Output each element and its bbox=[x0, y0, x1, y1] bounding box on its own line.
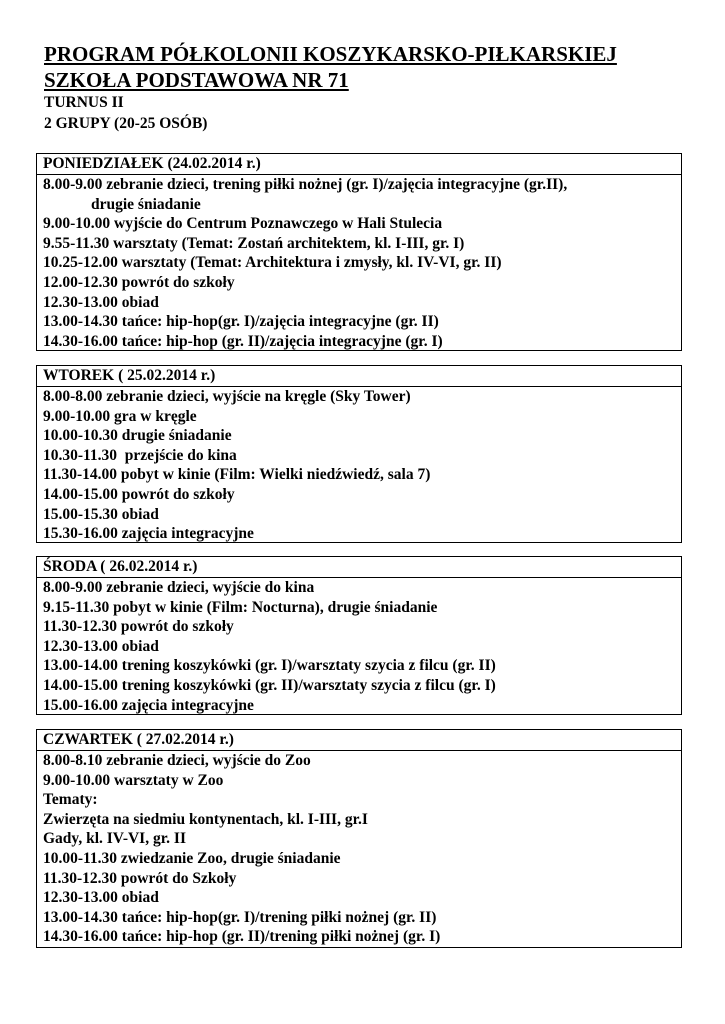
day-entries bbox=[37, 175, 681, 351]
schedule-entry: 9.00-10.00 gra w kręgle bbox=[43, 407, 197, 425]
schedule-entry: 10.00-11.30 zwiedzanie Zoo, drugie śniadanie bbox=[43, 849, 341, 867]
schedule-entry: 12.00-12.30 powrót do szkoły bbox=[43, 273, 235, 291]
schedule-entry: 9.15-11.30 pobyt w kinie (Film: Nocturna), drugie śniadanie bbox=[43, 598, 438, 616]
schedule-entry: 14.00-15.00 trening koszykówki (gr. II)/warsztaty szycia z filcu (gr. I) bbox=[43, 676, 496, 694]
schedule-entry: 14.30-16.00 tańce: hip-hop (gr. II)/zajęcia integracyjne (gr. I) bbox=[43, 332, 443, 350]
schedule-entry: 8.00-9.00 zebranie dzieci, wyjście do kina bbox=[43, 579, 315, 596]
document-title-line2: SZKOŁA PODSTAWOWA NR 71 bbox=[44, 68, 349, 92]
day-entries bbox=[37, 751, 681, 947]
schedule-entry: 12.30-13.00 obiad bbox=[43, 637, 159, 655]
day-heading: ŚRODA ( 26.02.2014 r.) bbox=[37, 557, 681, 578]
schedule-entry: 13.00-14.30 tańce: hip-hop(gr. I)/zajęcia integracyjne (gr. II) bbox=[43, 313, 439, 331]
schedule-entry: 9.00-10.00 warsztaty w Zoo bbox=[43, 771, 224, 789]
schedule-entry: 15.30-16.00 zajęcia integracyjne bbox=[43, 525, 254, 543]
day-schedule-wednesday bbox=[36, 556, 682, 715]
schedule-entry: 11.30-14.00 pobyt w kinie (Film: Wielki niedźwiedź, sala 7) bbox=[43, 466, 431, 484]
schedule-entry: 9.55-11.30 warsztaty (Temat: Zostań architektem, kl. I-III, gr. I) bbox=[43, 234, 465, 252]
day-entries bbox=[37, 387, 681, 544]
subtitle-groups: 2 GRUPY (20-25 OSÓB) bbox=[44, 115, 208, 132]
day-heading: CZWARTEK ( 27.02.2014 r.) bbox=[37, 730, 681, 751]
schedule-entry: 10.25-12.00 warsztaty (Temat: Architektura i zmysły, kl. IV-VI, gr. II) bbox=[43, 254, 502, 272]
subtitle-turnus: TURNUS II bbox=[44, 94, 124, 111]
schedule-entry: 8.00-9.00 zebranie dzieci, trening piłki nożnej (gr. I)/zajęcia integracyjne (gr.II), bbox=[43, 176, 568, 193]
schedule-entry: Gady, kl. IV-VI, gr. II bbox=[43, 830, 186, 848]
day-schedule-tuesday bbox=[36, 365, 682, 543]
day-heading: WTOREK ( 25.02.2014 r.) bbox=[37, 366, 681, 387]
schedule-entry: Tematy: bbox=[43, 791, 98, 809]
schedule-entry: 8.00-8.00 zebranie dzieci, wyjście na kręgle (Sky Tower) bbox=[43, 388, 411, 405]
day-heading: PONIEDZIAŁEK (24.02.2014 r.) bbox=[37, 154, 681, 175]
schedule-entry: Zwierzęta na siedmiu kontynentach, kl. I-III, gr.I bbox=[43, 810, 368, 828]
schedule-entry: 10.00-10.30 drugie śniadanie bbox=[43, 427, 232, 445]
schedule-entry: 15.00-15.30 obiad bbox=[43, 505, 159, 523]
schedule-entry: 12.30-13.00 obiad bbox=[43, 889, 159, 907]
day-schedule-monday bbox=[36, 153, 682, 351]
schedule-entry: 14.30-16.00 tańce: hip-hop (gr. II)/trening piłki nożnej (gr. I) bbox=[43, 928, 441, 946]
schedule-entry: 12.30-13.00 obiad bbox=[43, 293, 159, 311]
day-entries bbox=[37, 578, 681, 715]
schedule-entry: 14.00-15.00 powrót do szkoły bbox=[43, 485, 235, 503]
schedule-entry: 13.00-14.00 trening koszykówki (gr. I)/warsztaty szycia z filcu (gr. II) bbox=[43, 657, 496, 675]
schedule-entry: 8.00-8.10 zebranie dzieci, wyjście do Zoo bbox=[43, 752, 311, 769]
schedule-entry: 10.30-11.30 przejście do kina bbox=[43, 446, 237, 464]
schedule-entry: 11.30-12.30 powrót do szkoły bbox=[43, 618, 234, 636]
schedule-entry: 11.30-12.30 powrót do Szkoły bbox=[43, 869, 237, 887]
schedule-entry-continuation: drugie śniadanie bbox=[91, 195, 201, 213]
document-title-line1: PROGRAM PÓŁKOLONII KOSZYKARSKO-PIŁKARSKIEJ bbox=[44, 42, 617, 66]
schedule-entry: 9.00-10.00 wyjście do Centrum Poznawczego w Hali Stulecia bbox=[43, 215, 443, 233]
schedule-entry: 13.00-14.30 tańce: hip-hop(gr. I)/trening piłki nożnej (gr. II) bbox=[43, 908, 437, 926]
day-schedule-thursday bbox=[36, 729, 682, 948]
schedule-entry: 15.00-16.00 zajęcia integracyjne bbox=[43, 696, 254, 714]
